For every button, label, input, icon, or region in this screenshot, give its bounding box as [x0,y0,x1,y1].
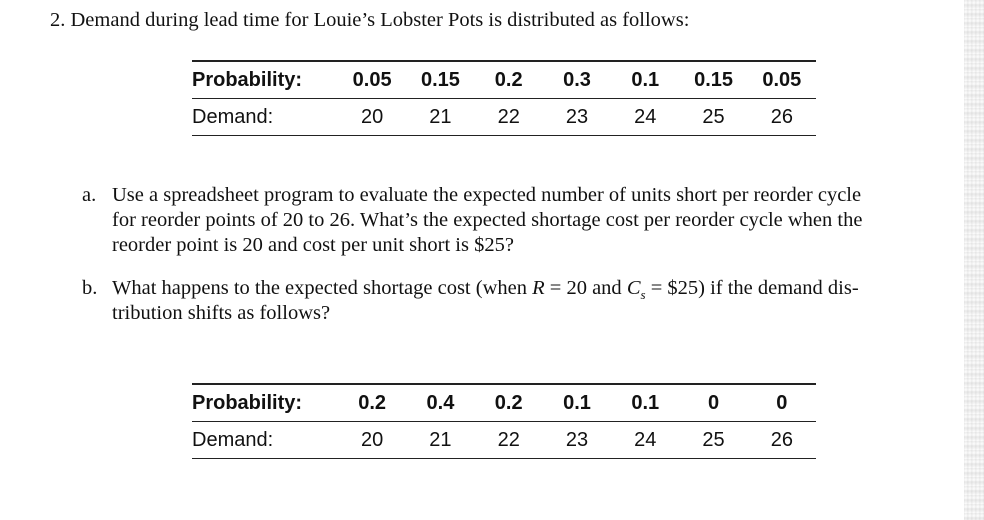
reorder-point-variable: R [532,277,545,299]
demand-cell: 24 [634,428,657,451]
part-a-line-2: for reorder points of 20 to 26. What’s the expected shortage cost per reorder cycle when the [112,209,863,231]
probability-cell: 0 [776,391,788,414]
part-b-text: What happens to the expected shortage cost (when [112,277,533,299]
probability-cell: 0.2 [494,68,523,91]
part-b-text: = $25) if the demand dis- [645,277,859,299]
probability-cell: 0.1 [631,391,660,414]
probability-cell: 0.05 [352,68,392,91]
probability-row [192,62,816,98]
table-bottom-rule [192,458,816,459]
probability-cell: 0.15 [694,68,734,91]
demand-cell: 25 [702,105,725,128]
problem-heading: 2. Demand during lead time for Louie’s Lobster Pots is distributed as follows: [50,9,690,31]
part-a-line-1: Use a spreadsheet program to evaluate the expected number of units short per reorder cycle [112,184,862,206]
part-b-text: = 20 and [544,277,627,299]
demand-cell: 22 [497,428,520,451]
demand-cell: 24 [634,105,657,128]
part-a-marker: a. [82,184,97,206]
probability-cell: 0.2 [494,391,523,414]
distribution-table-2 [192,383,816,459]
demand-cell: 21 [429,105,452,128]
demand-cell: 21 [429,428,452,451]
demand-cell: 23 [565,428,589,451]
probability-label: Probability: [192,391,303,414]
demand-cell: 23 [565,105,589,128]
demand-label: Demand: [192,105,274,128]
demand-cell: 20 [361,105,384,128]
table-bottom-rule [192,135,816,136]
scan-edge-noise [964,0,984,520]
probability-label: Probability: [192,68,303,91]
probability-cell: 0.15 [420,68,460,91]
probability-cell: 0 [707,391,720,414]
probability-cell: 0.1 [631,68,660,91]
part-b-marker: b. [82,277,98,299]
part-b-line-2: tribution shifts as follows? [112,302,331,324]
shortage-cost-subscript: s [640,287,646,303]
probability-row [192,385,816,421]
probability-cell: 0.2 [358,391,387,414]
probability-cell: 0.1 [563,391,591,414]
distribution-table-1 [192,60,816,136]
demand-cell: 20 [361,428,384,451]
probability-cell: 0.4 [426,391,455,414]
part-a-line-3: reorder point is 20 and cost per unit short is $25? [112,234,514,256]
demand-cell: 25 [702,428,725,451]
shortage-cost-variable: C [626,277,641,299]
probability-cell: 0.05 [762,68,802,91]
demand-row [192,99,816,135]
demand-row [192,422,816,458]
demand-label: Demand: [192,428,274,451]
demand-cell: 26 [770,105,793,128]
demand-cell: 22 [497,105,520,128]
probability-cell: 0.3 [563,68,591,91]
demand-cell: 26 [770,428,793,451]
